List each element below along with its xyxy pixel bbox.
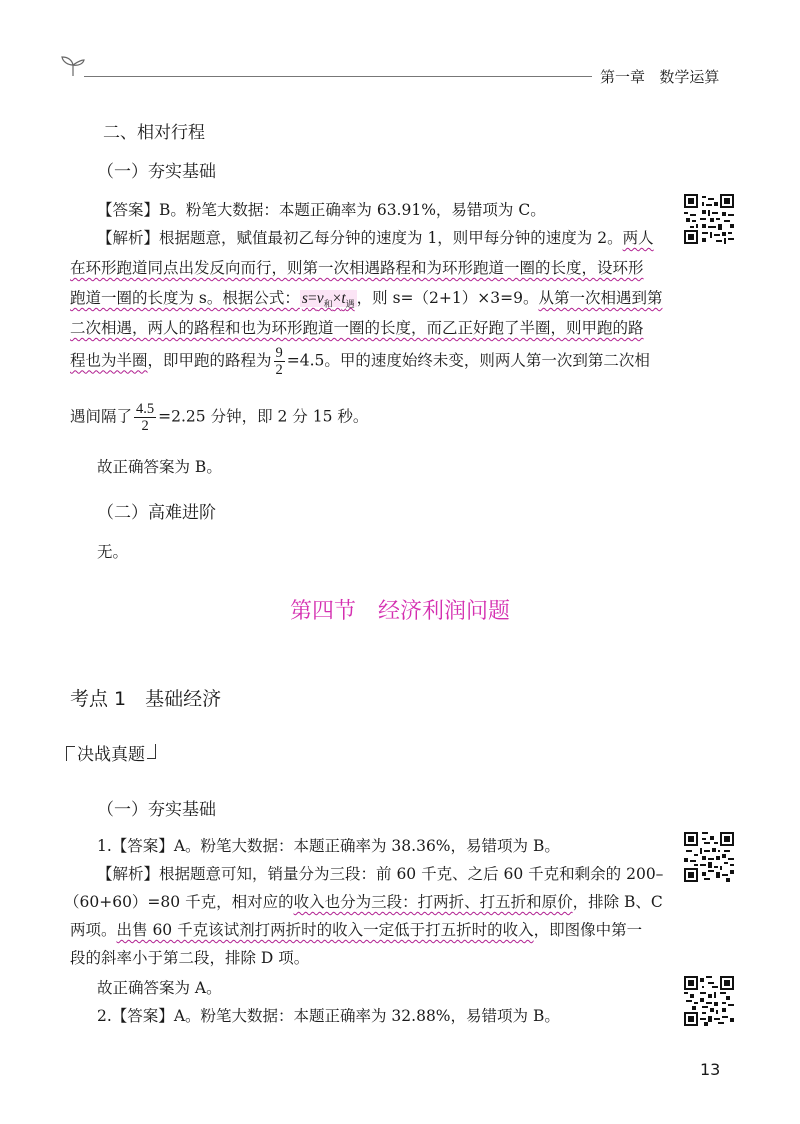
analysis-line-5: 程也为半圈，即甲跑的路程为 $\frac{9}{2}$ =4.5。甲的速度始终未变，则两人第一次到第二次相 <box>70 345 650 378</box>
juezhan-label: 决战真题 <box>66 740 156 765</box>
advanced-content: 无。 <box>97 543 129 561</box>
q1-analysis-line-2: （60+60）=80 千克，相对应的收入也分为三段：打两折、打五折和原价，排除 B、C <box>64 893 663 911</box>
q2-answer-line: 2.【答案】A。粉笔大数据：本题正确率为 32.88%，易错项为 B。 <box>97 1007 560 1025</box>
analysis-line-1: 【解析】根据题意，赋值最初乙每分钟的速度为 1，则甲每分钟的速度为 2。两人 <box>97 229 654 247</box>
page-number: 13 <box>700 1060 721 1079</box>
analysis-line-2: 在环形跑道同点出发反向而行，则第一次相遇路程和为环形跑道一圈的长度，设环形 <box>70 259 644 277</box>
analysis-line-4: 二次相遇，两人的路程和也为环形跑道一圈的长度，而乙正好跑了半圈，则甲跑的路 <box>70 319 644 337</box>
subsection-heading: （一）夯实基础 <box>97 162 216 182</box>
answer-line: 【答案】B。粉笔大数据：本题正确率为 63.91%，易错项为 C。 <box>97 201 546 219</box>
section-title: 第四节 经济利润问题 <box>289 599 510 624</box>
kaodian-title: 考点 1 基础经济 <box>70 688 222 710</box>
section-heading: 二、相对行程 <box>103 123 205 143</box>
fraction-9-2: $\frac{9}{2}$ <box>275 345 283 378</box>
q1-analysis-line-3: 两项。出售 60 千克该试剂打两折时的收入一定低于打五折时的收入，即图像中第一 <box>70 921 643 939</box>
header-chapter: 第一章 数学运算 <box>600 68 720 86</box>
formula: $s=v_和\times t_遇$ <box>301 290 355 310</box>
q1-analysis-line-4: 段的斜率小于第二段，排除 D 项。 <box>70 949 310 967</box>
qr-code-icon[interactable] <box>684 194 734 244</box>
fraction-4.5-2: $\frac{4.5}{2}$ <box>136 401 155 434</box>
q1-answer-line: 1.【答案】A。粉笔大数据：本题正确率为 38.36%，易错项为 B。 <box>97 837 560 855</box>
subsection-heading-b: （一）夯实基础 <box>97 800 216 820</box>
q1-analysis-line-1: 【解析】根据题意可知，销量分为三段：前 60 千克、之后 60 千克和剩余的 200– <box>97 865 664 883</box>
analysis-line-6: 遇间隔了 $\frac{4.5}{2}$ =2.25 分钟，即 2 分 15 秒。 <box>70 401 369 434</box>
sprout-icon <box>60 55 86 77</box>
subsection-heading-advanced: （二）高难进阶 <box>97 503 216 523</box>
q1-conclusion: 故正确答案为 A。 <box>97 979 222 997</box>
conclusion-line: 故正确答案为 B。 <box>97 458 222 476</box>
header-rule <box>84 76 592 77</box>
qr-code-icon-q2[interactable] <box>684 976 734 1026</box>
qr-code-icon-q1[interactable] <box>684 832 734 882</box>
analysis-line-3: 跑道一圈的长度为 s。根据公式： $s=v_和\times t_遇$ ，则 s=（2+1）×3=9。从第一次相遇到第 <box>70 289 663 310</box>
